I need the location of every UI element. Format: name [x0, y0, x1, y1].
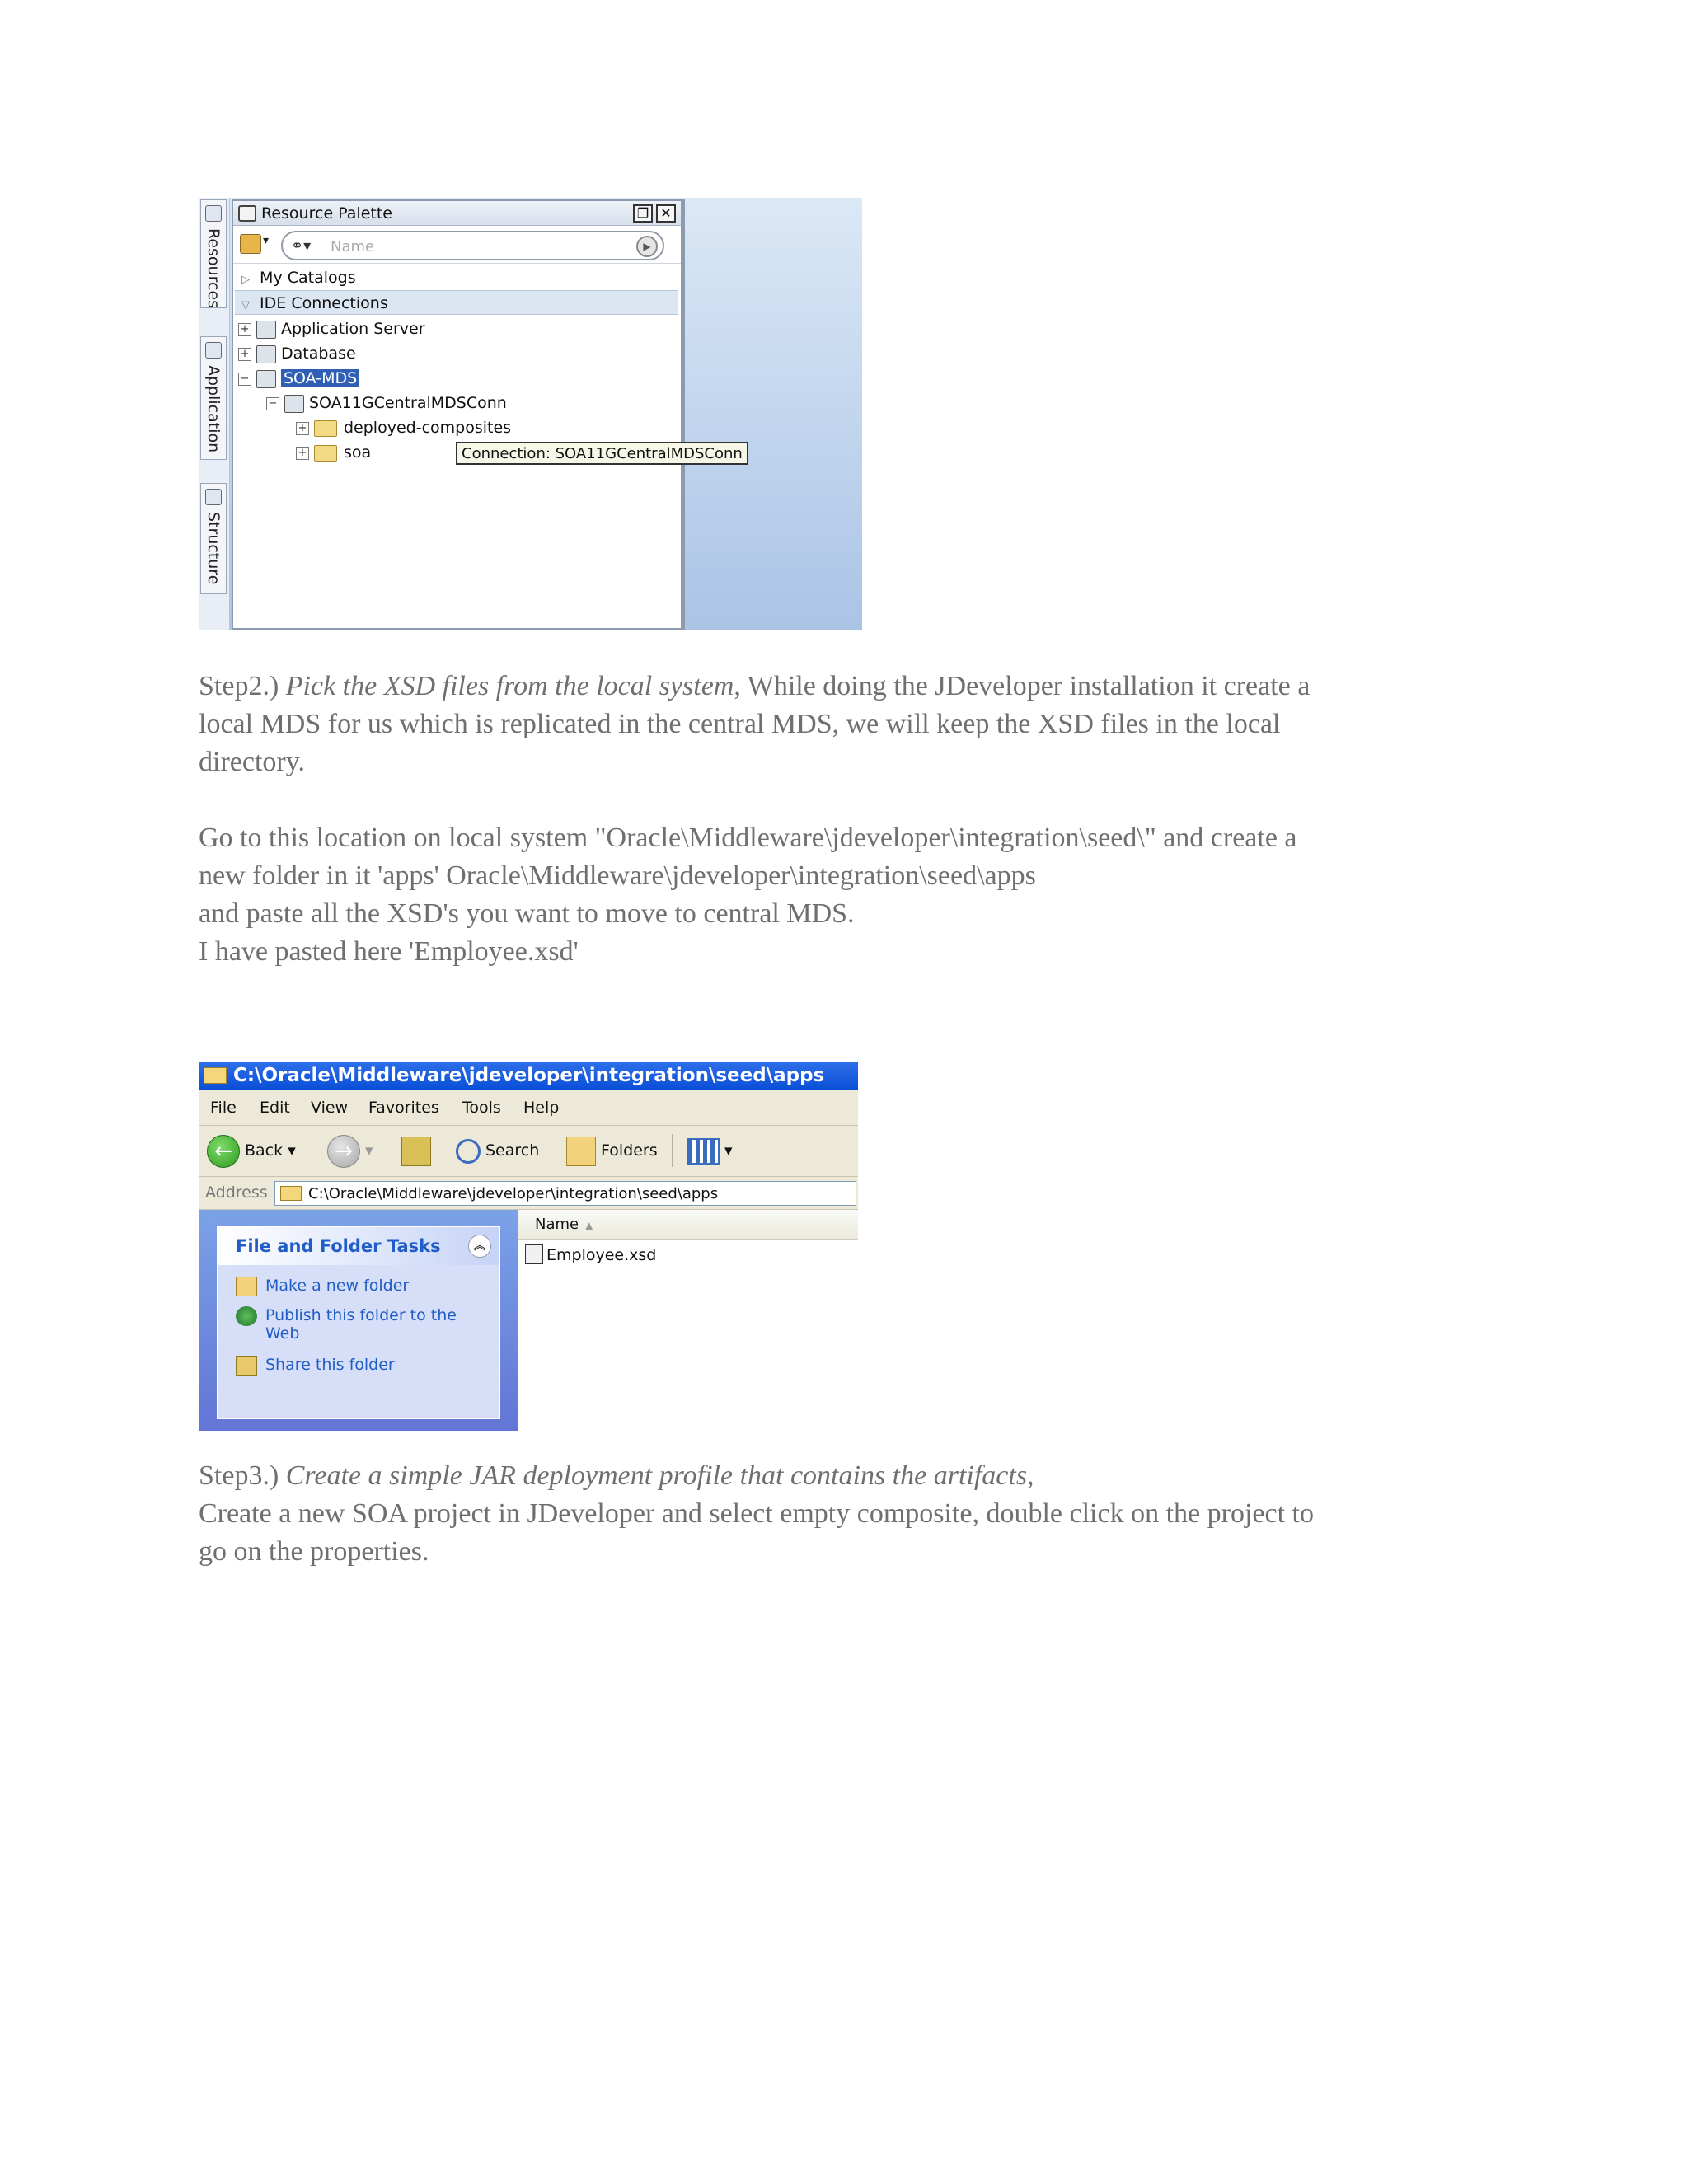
forward-arrow-icon: → — [327, 1135, 360, 1168]
expand-icon[interactable]: + — [238, 323, 251, 336]
address-box — [274, 1181, 856, 1206]
database-icon — [256, 345, 276, 363]
resource-palette-screenshot — [199, 198, 862, 630]
deployed-composites-label: deployed-composites — [344, 419, 512, 437]
search-go-icon[interactable]: ▶ — [636, 236, 658, 257]
sort-ascending-icon: ▲ — [585, 1220, 593, 1231]
name-column-label: Name — [535, 1216, 579, 1233]
close-icon[interactable]: ✕ — [656, 204, 676, 223]
tab-application-label: Application — [204, 365, 223, 453]
new-folder-icon — [236, 1277, 257, 1296]
search-button[interactable] — [456, 1132, 539, 1169]
soa-mds-label: SOA-MDS — [281, 369, 359, 387]
palette-icon — [238, 205, 256, 222]
chevron-down-icon: ▾ — [288, 1141, 296, 1160]
search-icon — [456, 1139, 481, 1164]
step3-heading: Create a simple JAR deployment profile that contains the artifacts, — [285, 1460, 1034, 1491]
file-item-employee-xsd[interactable] — [525, 1244, 656, 1266]
folder-icon — [314, 420, 337, 437]
back-label: Back — [245, 1141, 284, 1160]
folder-icon — [280, 1186, 302, 1201]
menu-favorites[interactable]: Favorites — [368, 1099, 439, 1117]
instructions-line2: new folder in it 'apps' Oracle\Middleware\jdeveloper\integration\seed\apps — [199, 860, 1036, 891]
share-folder-icon — [236, 1356, 257, 1376]
soa-label: soa — [344, 443, 372, 462]
step2-line2: local MDS for us which is replicated in the central MDS, we will keep the XSD files in the local — [199, 709, 1281, 739]
folders-button[interactable] — [566, 1132, 658, 1169]
task-publish-line2: Web — [265, 1324, 300, 1343]
instructions-line1: Go to this location on local system "Oracle\Middleware\jdeveloper\integration\seed\" and create a — [199, 823, 1297, 853]
tab-resources-label: Resources — [204, 228, 223, 309]
tree-node-deployed-composites[interactable] — [296, 415, 511, 440]
folder-icon — [204, 1067, 227, 1084]
instructions-line4: I have pasted here 'Employee.xsd' — [199, 936, 579, 967]
chevron-down-icon: ▾ — [365, 1141, 373, 1160]
tree-node-soa[interactable] — [296, 440, 371, 465]
collapse-icon[interactable]: − — [266, 397, 279, 410]
name-column-header[interactable] — [518, 1210, 858, 1240]
step2-prefix: Step2.) — [199, 671, 286, 701]
step2-heading: Pick the XSD files from the local system — [285, 671, 734, 701]
back-arrow-icon: ← — [207, 1135, 240, 1168]
tree-node-database[interactable] — [238, 341, 356, 366]
back-button[interactable] — [207, 1132, 296, 1169]
expanded-arrow-icon: ▽ — [241, 299, 250, 312]
palette-toolbar — [233, 226, 681, 264]
tab-structure[interactable] — [200, 483, 227, 594]
instructions-paragraph — [199, 819, 1517, 971]
connection-icon — [284, 395, 304, 413]
step3-line1 — [199, 1457, 1517, 1495]
forward-button[interactable] — [327, 1132, 373, 1169]
search-label: Search — [485, 1141, 540, 1160]
palette-title-bar — [233, 201, 681, 226]
task-share-label: Share this folder — [265, 1356, 395, 1374]
resources-icon — [205, 205, 222, 222]
menu-help[interactable]: Help — [523, 1099, 560, 1117]
collapse-up-icon[interactable]: ︽ — [468, 1235, 491, 1258]
step3-line3: go on the properties. — [199, 1536, 429, 1567]
menu-tools[interactable]: Tools — [462, 1099, 501, 1117]
explorer-menu-bar — [199, 1090, 858, 1126]
side-tab-strip — [199, 198, 230, 630]
task-share-folder[interactable] — [236, 1356, 395, 1376]
file-folder-tasks-box — [217, 1226, 500, 1419]
ide-connections-row[interactable] — [235, 290, 678, 315]
explorer-title: C:\Oracle\Middleware\jdeveloper\integration\seed\apps — [233, 1065, 825, 1086]
tree-node-soa-mds[interactable] — [238, 366, 359, 391]
collapse-icon[interactable]: − — [238, 373, 251, 386]
expand-icon[interactable]: + — [296, 447, 309, 460]
explorer-toolbar — [199, 1126, 858, 1177]
database-label: Database — [281, 344, 356, 363]
task-publish-text — [265, 1306, 457, 1343]
restore-icon[interactable]: ❐ — [633, 204, 653, 223]
collapsed-arrow-icon: ▷ — [241, 274, 250, 286]
file-name: Employee.xsd — [546, 1246, 657, 1264]
explorer-screenshot — [199, 1062, 858, 1431]
instructions-line3: and paste all the XSD's you want to move to central MDS. — [199, 898, 855, 929]
task-make-new-folder[interactable] — [236, 1277, 409, 1296]
mds-icon — [256, 370, 276, 388]
expand-icon[interactable]: + — [238, 348, 251, 361]
resource-palette-panel — [232, 199, 743, 630]
globe-icon — [236, 1306, 257, 1326]
up-folder-icon — [401, 1137, 431, 1166]
structure-icon — [205, 489, 222, 505]
tree-node-application-server[interactable] — [238, 316, 425, 341]
task-publish-folder[interactable] — [236, 1306, 457, 1343]
palette-search-input[interactable] — [331, 237, 603, 256]
explorer-title-bar — [199, 1062, 858, 1090]
step2-line3: directory. — [199, 747, 306, 777]
toolbar-separator — [672, 1134, 673, 1167]
ide-connections-label: IDE Connections — [260, 294, 388, 312]
tab-application[interactable] — [200, 336, 227, 460]
task-publish-line1: Publish this folder to the — [265, 1306, 457, 1324]
step2-paragraph — [199, 668, 1517, 781]
step2-line1 — [199, 668, 1517, 705]
folders-icon — [566, 1137, 596, 1166]
my-catalogs-row[interactable] — [235, 265, 678, 290]
tasks-pane — [199, 1210, 518, 1431]
expand-icon[interactable]: + — [296, 422, 309, 435]
tree-node-connection[interactable] — [266, 391, 507, 415]
file-list-pane — [518, 1210, 858, 1431]
task-new-folder-label: Make a new folder — [265, 1277, 410, 1295]
up-folder-button[interactable] — [401, 1132, 436, 1169]
xsd-file-icon — [525, 1244, 543, 1264]
connection-label: SOA11GCentralMDSConn — [309, 394, 507, 412]
tab-structure-label: Structure — [204, 512, 223, 585]
application-icon — [205, 342, 222, 359]
chevron-down-icon[interactable]: ▾ — [263, 234, 270, 247]
address-label: Address — [205, 1183, 268, 1202]
tab-resources[interactable] — [200, 199, 227, 308]
folders-label: Folders — [601, 1141, 658, 1160]
address-input[interactable] — [308, 1183, 836, 1203]
connection-tooltip: Connection: SOA11GCentralMDSConn — [456, 442, 748, 465]
menu-edit[interactable]: Edit — [260, 1099, 290, 1117]
address-bar — [199, 1177, 858, 1210]
tasks-header-label: File and Folder Tasks — [236, 1236, 441, 1256]
menu-file[interactable]: File — [210, 1099, 237, 1117]
palette-search-box — [281, 231, 664, 260]
folder-icon — [314, 445, 337, 462]
step3-paragraph — [199, 1457, 1517, 1571]
binoculars-icon[interactable]: ⚭▾ — [291, 237, 312, 255]
tasks-header[interactable] — [218, 1227, 499, 1265]
views-icon — [687, 1138, 720, 1165]
step3-prefix: Step3.) — [199, 1460, 286, 1491]
views-button[interactable] — [687, 1132, 733, 1169]
my-catalogs-label: My Catalogs — [260, 269, 356, 287]
menu-view[interactable]: View — [311, 1099, 349, 1117]
server-icon — [256, 321, 276, 339]
new-connection-icon[interactable] — [240, 234, 261, 254]
palette-title: Resource Palette — [261, 204, 392, 223]
application-server-label: Application Server — [281, 320, 425, 338]
step2-rest: , While doing the JDeveloper installation it create a — [734, 671, 1311, 701]
step3-line2: Create a new SOA project in JDeveloper and select empty composite, double click on the project to — [199, 1498, 1314, 1529]
chevron-down-icon: ▾ — [724, 1141, 733, 1160]
